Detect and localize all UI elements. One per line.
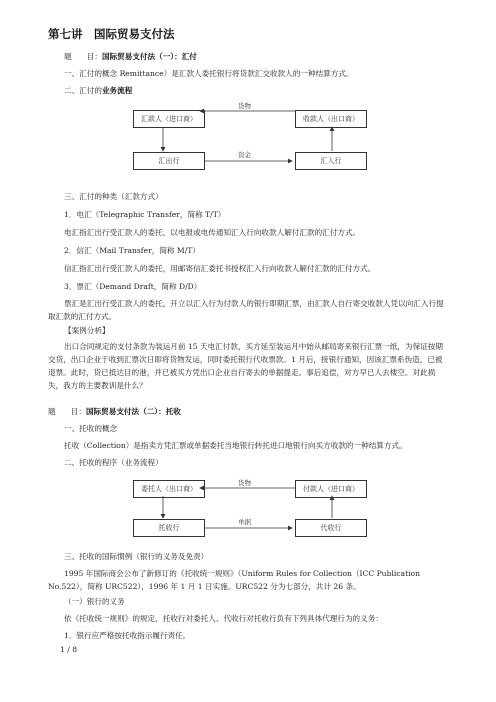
type-tt-title: 1．电汇（Telegraphic Transfer，简称 T/T） [64,210,226,219]
type-dd-title: 3．票汇（Demand Draft，简称 D/D） [64,282,202,291]
bank-obligations-heading: （一）银行的义务 [64,597,125,606]
type-tt-desc: 电汇指汇出行受汇款人的委托，以电报或电传通知汇入行向收款人解付汇款的汇付方式。 [64,228,361,237]
goods-label: 货物 [238,102,251,110]
page-title: 第七讲 国际贸易支付法 [48,27,175,41]
principal-box: 委托人（出口商） [133,480,205,498]
collection-definition: 托收（Collection）是指卖方凭汇票或单据委托当地银行转托进口地银行向买方收款的一种结算方式。 [64,441,407,450]
type-dd-desc: 票汇是汇出行受汇款人的委托，开立以汇入行为付款人的银行即期汇票，由汇款人自行寄交收款人凭以向汇入行提取汇款的汇付方式。 [48,299,444,321]
collection-rules-desc: 1995 年国际商会公布了新修订的《托收统一规则》（Uniform Rules for Collection（ICC Publication No.522），简称 URC522），1996 年 1 月 1 日实施。URC522 分为七部分，共计 26 条。 [48,569,421,591]
topic-line-2 [48,407,181,417]
topic-title: 国际贸易支付法（二）：托收 [85,407,181,416]
payee-box: 收款人（出口商） [295,110,367,128]
paying-bank-box: 汇入行 [295,152,367,170]
bank-obligations-desc: 依《托收统一规则》的规定，托收行对委托人、代收行对托收行负有下列具体代理行为的义务： [64,614,383,623]
type-mt-desc: 信汇指汇出行受汇款人的委托，用邮寄信汇委托书授权汇入行向收款人解付汇款的汇付方式。 [64,264,376,273]
collection-definition-heading: 一、托收的概念 [64,424,118,433]
topic-title: 国际贸易支付法（一）：汇付 [101,52,197,61]
collection-rules-heading: 三、托收的国际惯例（银行的义务及免责） [64,552,209,561]
remitting-bank-box: 汇出行 [133,152,205,170]
remittance-types-heading: 三、汇付的种类（汇款方式） [64,192,163,201]
type-mt-title: 2．信汇（Mail Transfer，简称 M/T） [64,246,200,255]
heading-bold: 业务流程 [101,86,133,95]
drawee-box: 付款人（进口商） [295,480,367,498]
remittance-definition: 一、汇付的概念 Remittance）是汇款人委托银行将货款汇交收款人的一种结算方式。 [64,69,354,78]
remitting-bank-box: 托收行 [133,519,205,537]
documents-label: 单据 [238,518,251,526]
funds-label: 资金 [238,151,251,159]
collection-flow-heading: 二、托收的程序（业务流程） [64,458,163,467]
remitter-box: 汇款人（进口商） [133,110,205,128]
coll-goods-label: 货物 [238,479,251,487]
topic-label: 题 目： [64,52,102,61]
collecting-bank-box: 代收行 [295,519,367,537]
bank-obligation-item-1: 1．银行应严格按托收指示履行责任。 [64,631,191,640]
heading-prefix: 二、汇付的 [64,86,102,95]
topic-label: 题 目： [48,407,86,416]
case-text: 出口合同规定的支付条款为装运月前 15 天电汇付款，买方延至装运月中始从邮局寄来银行汇票一纸，为保证按期交货，出口企业于收到汇票次日即将货物发运，同时委托银行代收票款。1 月后，接银行通知，因该汇票系伪造，已被退票。此时，货已抵达目的港，并已被买方凭出口企业自行寄去的单据提走。事后追偿，对方早已人去楼空。对此损失，我方的主要教训是什么？ [48,342,443,390]
page-number: 1 / 8 [60,645,78,654]
case-heading: 【案例分析】 [64,326,110,335]
